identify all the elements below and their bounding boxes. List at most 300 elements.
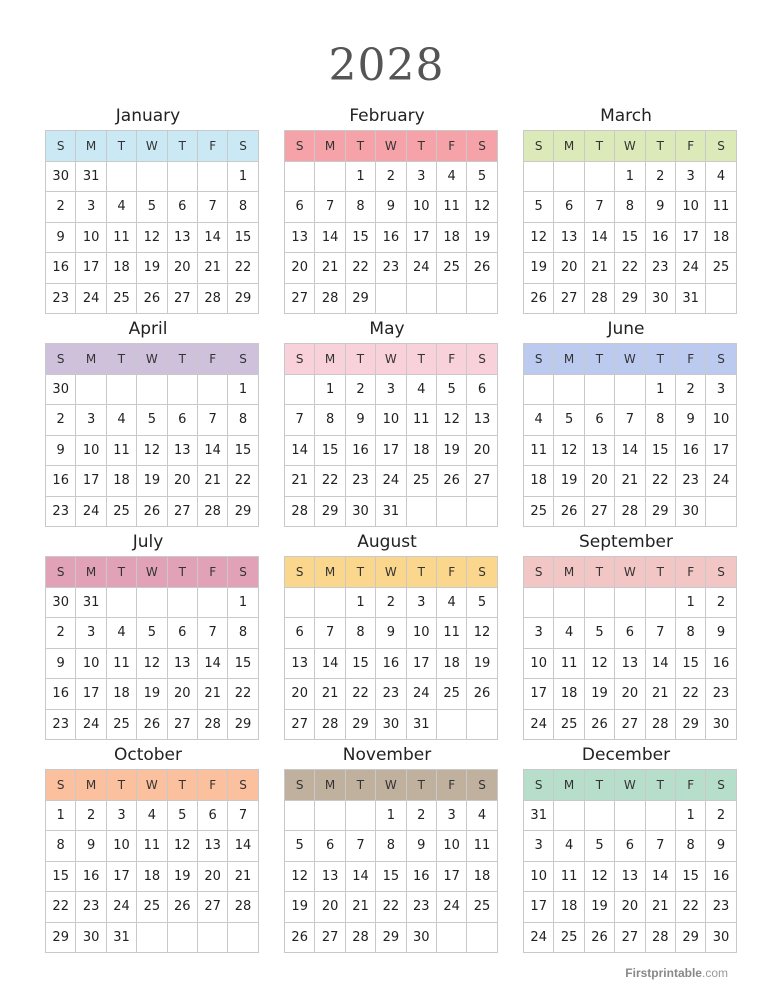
day-cell — [137, 161, 167, 192]
day-cell: 1 — [228, 587, 258, 618]
day-cell: 29 — [46, 922, 76, 953]
weekday-header: F — [436, 770, 466, 801]
day-cell: 2 — [706, 587, 736, 618]
day-cell — [467, 283, 497, 314]
day-cell — [197, 374, 227, 405]
week-row — [285, 466, 498, 497]
day-cell: 26 — [467, 253, 497, 284]
day-cell: 6 — [615, 831, 645, 862]
day-cell: 13 — [584, 435, 614, 466]
day-cell — [467, 709, 497, 740]
month-table — [284, 556, 498, 740]
month-august — [284, 528, 490, 740]
week-row — [46, 587, 259, 618]
day-cell: 17 — [406, 648, 436, 679]
day-cell: 18 — [106, 253, 136, 284]
month-title: March — [600, 106, 652, 126]
weekday-header: M — [315, 770, 345, 801]
day-cell: 17 — [524, 892, 554, 923]
day-cell: 19 — [436, 435, 466, 466]
day-cell: 25 — [436, 253, 466, 284]
day-cell — [584, 587, 614, 618]
day-cell: 4 — [554, 618, 584, 649]
day-cell: 19 — [467, 222, 497, 253]
day-cell: 29 — [675, 709, 705, 740]
day-cell: 17 — [406, 222, 436, 253]
day-cell: 10 — [675, 192, 705, 223]
day-cell: 10 — [76, 222, 106, 253]
day-cell: 16 — [46, 466, 76, 497]
day-cell: 29 — [228, 496, 258, 527]
day-cell: 9 — [406, 831, 436, 862]
day-cell: 23 — [345, 466, 375, 497]
day-cell: 5 — [436, 374, 466, 405]
day-cell: 9 — [345, 405, 375, 436]
day-cell: 18 — [436, 222, 466, 253]
day-cell: 13 — [167, 222, 197, 253]
day-cell: 30 — [706, 709, 736, 740]
weekday-header: S — [524, 131, 554, 162]
weekday-header: M — [76, 770, 106, 801]
day-cell: 2 — [645, 161, 675, 192]
weekday-header: M — [554, 770, 584, 801]
day-cell: 9 — [376, 618, 406, 649]
month-table — [284, 130, 498, 314]
day-cell: 9 — [46, 435, 76, 466]
day-cell: 10 — [406, 618, 436, 649]
weekday-header: M — [554, 131, 584, 162]
day-cell: 1 — [345, 587, 375, 618]
day-cell — [137, 374, 167, 405]
day-cell: 12 — [467, 192, 497, 223]
day-cell: 20 — [167, 466, 197, 497]
day-cell: 9 — [706, 831, 736, 862]
day-cell: 2 — [46, 405, 76, 436]
weekday-header: M — [554, 344, 584, 375]
weekday-header: T — [645, 344, 675, 375]
weekday-header: F — [436, 557, 466, 588]
day-cell: 7 — [197, 618, 227, 649]
week-row — [285, 648, 498, 679]
day-cell: 29 — [645, 496, 675, 527]
day-cell: 24 — [706, 466, 736, 497]
weekday-header: T — [106, 131, 136, 162]
day-cell — [137, 587, 167, 618]
month-title: January — [115, 106, 181, 126]
day-cell: 5 — [467, 161, 497, 192]
day-cell: 1 — [315, 374, 345, 405]
weekday-header: S — [228, 344, 258, 375]
day-cell — [285, 374, 315, 405]
day-cell: 25 — [106, 283, 136, 314]
day-cell: 20 — [285, 253, 315, 284]
day-cell: 26 — [137, 709, 167, 740]
day-cell: 14 — [197, 435, 227, 466]
day-cell: 6 — [285, 192, 315, 223]
weekday-header: T — [584, 557, 614, 588]
day-cell: 9 — [675, 405, 705, 436]
week-row — [46, 679, 259, 710]
week-row — [285, 283, 498, 314]
weekday-header: S — [46, 770, 76, 801]
day-cell: 18 — [406, 435, 436, 466]
day-cell: 6 — [554, 192, 584, 223]
weekday-header-row — [524, 131, 737, 162]
day-cell: 25 — [406, 466, 436, 497]
weekday-header: W — [615, 557, 645, 588]
weekday-header: M — [315, 344, 345, 375]
weekday-header: S — [46, 131, 76, 162]
month-may — [284, 315, 490, 527]
day-cell: 17 — [376, 435, 406, 466]
day-cell: 11 — [554, 648, 584, 679]
day-cell — [106, 161, 136, 192]
day-cell: 2 — [345, 374, 375, 405]
day-cell: 23 — [376, 679, 406, 710]
week-row — [46, 405, 259, 436]
day-cell: 24 — [406, 253, 436, 284]
week-row — [285, 253, 498, 284]
weekday-header-row — [46, 770, 259, 801]
day-cell: 27 — [285, 283, 315, 314]
week-row — [285, 892, 498, 923]
day-cell: 5 — [584, 618, 614, 649]
weekday-header: F — [197, 131, 227, 162]
month-table — [45, 556, 259, 740]
day-cell: 20 — [197, 861, 227, 892]
day-cell: 30 — [406, 922, 436, 953]
day-cell: 28 — [228, 892, 258, 923]
day-cell: 8 — [345, 618, 375, 649]
week-row — [46, 222, 259, 253]
day-cell: 8 — [615, 192, 645, 223]
day-cell: 26 — [584, 709, 614, 740]
day-cell: 15 — [345, 648, 375, 679]
weekday-header: F — [436, 344, 466, 375]
day-cell: 19 — [137, 253, 167, 284]
day-cell: 15 — [645, 435, 675, 466]
day-cell — [137, 922, 167, 953]
day-cell: 18 — [554, 679, 584, 710]
day-cell: 30 — [46, 587, 76, 618]
day-cell: 23 — [46, 283, 76, 314]
day-cell: 28 — [315, 709, 345, 740]
day-cell: 24 — [406, 679, 436, 710]
day-cell: 30 — [645, 283, 675, 314]
day-cell: 17 — [675, 222, 705, 253]
week-row — [285, 587, 498, 618]
day-cell: 1 — [228, 161, 258, 192]
day-cell: 27 — [554, 283, 584, 314]
week-row — [46, 892, 259, 923]
day-cell: 13 — [315, 861, 345, 892]
day-cell: 21 — [315, 679, 345, 710]
day-cell: 18 — [106, 466, 136, 497]
day-cell: 1 — [46, 800, 76, 831]
month-table — [45, 130, 259, 314]
weekday-header: T — [406, 770, 436, 801]
day-cell: 21 — [285, 466, 315, 497]
day-cell: 21 — [315, 253, 345, 284]
day-cell: 7 — [645, 831, 675, 862]
day-cell: 7 — [197, 192, 227, 223]
day-cell — [706, 496, 736, 527]
day-cell: 2 — [376, 587, 406, 618]
day-cell: 11 — [436, 618, 466, 649]
day-cell: 20 — [467, 435, 497, 466]
day-cell — [436, 496, 466, 527]
weekday-header: F — [197, 344, 227, 375]
day-cell: 22 — [615, 253, 645, 284]
weekday-header-row — [524, 344, 737, 375]
day-cell: 13 — [285, 222, 315, 253]
day-cell — [436, 922, 466, 953]
weekday-header-row — [285, 344, 498, 375]
day-cell: 13 — [285, 648, 315, 679]
day-cell: 22 — [675, 892, 705, 923]
weekday-header: M — [76, 131, 106, 162]
day-cell: 15 — [376, 861, 406, 892]
day-cell: 2 — [706, 800, 736, 831]
day-cell — [436, 283, 466, 314]
day-cell: 3 — [436, 800, 466, 831]
day-cell: 23 — [675, 466, 705, 497]
day-cell: 20 — [554, 253, 584, 284]
day-cell — [167, 374, 197, 405]
weekday-header: F — [675, 344, 705, 375]
day-cell: 27 — [197, 892, 227, 923]
weekday-header: T — [345, 770, 375, 801]
day-cell: 27 — [615, 709, 645, 740]
day-cell: 1 — [345, 161, 375, 192]
day-cell: 6 — [167, 192, 197, 223]
weekday-header-row — [524, 770, 737, 801]
day-cell: 31 — [76, 587, 106, 618]
weekday-header: F — [675, 557, 705, 588]
day-cell: 27 — [167, 709, 197, 740]
week-row — [524, 618, 737, 649]
day-cell: 14 — [645, 861, 675, 892]
week-row — [46, 648, 259, 679]
day-cell: 4 — [106, 618, 136, 649]
day-cell: 16 — [376, 648, 406, 679]
day-cell: 2 — [675, 374, 705, 405]
day-cell: 12 — [285, 861, 315, 892]
day-cell: 21 — [197, 466, 227, 497]
day-cell: 4 — [554, 831, 584, 862]
weekday-header: S — [467, 344, 497, 375]
day-cell: 21 — [584, 253, 614, 284]
week-row — [285, 800, 498, 831]
weekday-header: S — [524, 557, 554, 588]
day-cell: 26 — [524, 283, 554, 314]
weekday-header: S — [285, 770, 315, 801]
day-cell: 7 — [285, 405, 315, 436]
day-cell: 19 — [137, 466, 167, 497]
day-cell: 27 — [584, 496, 614, 527]
day-cell: 22 — [228, 679, 258, 710]
day-cell — [406, 496, 436, 527]
day-cell: 23 — [406, 892, 436, 923]
day-cell: 25 — [106, 496, 136, 527]
day-cell: 15 — [615, 222, 645, 253]
day-cell: 15 — [315, 435, 345, 466]
day-cell — [315, 587, 345, 618]
day-cell: 26 — [436, 466, 466, 497]
weekday-header: F — [197, 770, 227, 801]
day-cell: 27 — [167, 496, 197, 527]
day-cell — [706, 283, 736, 314]
day-cell: 14 — [315, 648, 345, 679]
month-table — [523, 130, 737, 314]
day-cell: 27 — [315, 922, 345, 953]
week-row — [524, 831, 737, 862]
day-cell: 3 — [76, 192, 106, 223]
month-table — [45, 769, 259, 953]
weekday-header: W — [376, 131, 406, 162]
day-cell — [285, 161, 315, 192]
month-title: May — [369, 319, 405, 339]
week-row — [285, 679, 498, 710]
day-cell: 1 — [675, 800, 705, 831]
day-cell: 7 — [615, 405, 645, 436]
weekday-header-row — [46, 344, 259, 375]
day-cell: 22 — [645, 466, 675, 497]
day-cell — [584, 800, 614, 831]
day-cell: 25 — [467, 892, 497, 923]
day-cell: 29 — [345, 283, 375, 314]
weekday-header: W — [615, 770, 645, 801]
day-cell: 26 — [467, 679, 497, 710]
day-cell: 28 — [197, 709, 227, 740]
day-cell: 30 — [675, 496, 705, 527]
week-row — [46, 253, 259, 284]
week-row — [46, 922, 259, 953]
month-title: September — [579, 532, 673, 552]
day-cell: 6 — [285, 618, 315, 649]
weekday-header: W — [615, 131, 645, 162]
day-cell — [645, 800, 675, 831]
day-cell — [615, 800, 645, 831]
day-cell — [167, 922, 197, 953]
day-cell: 16 — [645, 222, 675, 253]
day-cell: 16 — [376, 222, 406, 253]
day-cell: 4 — [106, 192, 136, 223]
weekday-header: W — [137, 344, 167, 375]
day-cell — [285, 800, 315, 831]
day-cell — [197, 922, 227, 953]
day-cell: 3 — [524, 618, 554, 649]
day-cell: 13 — [615, 648, 645, 679]
month-december — [523, 741, 729, 953]
day-cell: 31 — [406, 709, 436, 740]
day-cell: 11 — [436, 192, 466, 223]
day-cell: 22 — [228, 466, 258, 497]
day-cell: 4 — [406, 374, 436, 405]
day-cell: 28 — [197, 283, 227, 314]
day-cell: 30 — [706, 922, 736, 953]
day-cell: 25 — [137, 892, 167, 923]
weekday-header: T — [167, 557, 197, 588]
month-table — [284, 343, 498, 527]
day-cell: 15 — [228, 222, 258, 253]
week-row — [285, 618, 498, 649]
week-row — [524, 466, 737, 497]
day-cell — [467, 496, 497, 527]
day-cell — [406, 283, 436, 314]
day-cell: 5 — [554, 405, 584, 436]
day-cell: 14 — [615, 435, 645, 466]
week-row — [285, 374, 498, 405]
day-cell: 10 — [406, 192, 436, 223]
month-april — [45, 315, 251, 527]
day-cell: 27 — [167, 283, 197, 314]
weekday-header: W — [137, 131, 167, 162]
day-cell: 6 — [197, 800, 227, 831]
weekday-header: W — [137, 770, 167, 801]
day-cell: 22 — [46, 892, 76, 923]
day-cell: 13 — [615, 861, 645, 892]
day-cell: 12 — [137, 435, 167, 466]
day-cell: 24 — [106, 892, 136, 923]
day-cell: 7 — [345, 831, 375, 862]
day-cell: 19 — [554, 466, 584, 497]
day-cell: 5 — [285, 831, 315, 862]
day-cell: 17 — [76, 679, 106, 710]
brand-suffix: .com — [701, 966, 728, 980]
day-cell — [554, 587, 584, 618]
weekday-header: S — [524, 770, 554, 801]
day-cell: 27 — [615, 922, 645, 953]
day-cell: 18 — [554, 892, 584, 923]
day-cell: 11 — [106, 222, 136, 253]
week-row — [285, 435, 498, 466]
day-cell: 12 — [554, 435, 584, 466]
day-cell: 20 — [615, 679, 645, 710]
day-cell: 11 — [406, 405, 436, 436]
day-cell: 7 — [315, 618, 345, 649]
day-cell — [315, 800, 345, 831]
day-cell: 1 — [228, 374, 258, 405]
day-cell: 9 — [376, 192, 406, 223]
day-cell: 2 — [46, 192, 76, 223]
week-row — [524, 435, 737, 466]
weekday-header-row — [285, 557, 498, 588]
day-cell: 23 — [46, 496, 76, 527]
day-cell: 11 — [106, 648, 136, 679]
weekday-header: T — [584, 770, 614, 801]
day-cell: 24 — [76, 496, 106, 527]
day-cell: 22 — [315, 466, 345, 497]
weekday-header: F — [436, 131, 466, 162]
day-cell: 7 — [197, 405, 227, 436]
weekday-header: M — [315, 131, 345, 162]
day-cell: 31 — [76, 161, 106, 192]
day-cell: 30 — [376, 709, 406, 740]
weekday-header: S — [524, 344, 554, 375]
day-cell: 6 — [467, 374, 497, 405]
weekday-header: S — [285, 344, 315, 375]
day-cell: 19 — [467, 648, 497, 679]
week-row — [46, 374, 259, 405]
weekday-header: S — [46, 344, 76, 375]
month-october — [45, 741, 251, 953]
day-cell: 4 — [524, 405, 554, 436]
day-cell: 29 — [615, 283, 645, 314]
day-cell: 30 — [46, 374, 76, 405]
day-cell: 12 — [467, 618, 497, 649]
day-cell: 10 — [436, 831, 466, 862]
